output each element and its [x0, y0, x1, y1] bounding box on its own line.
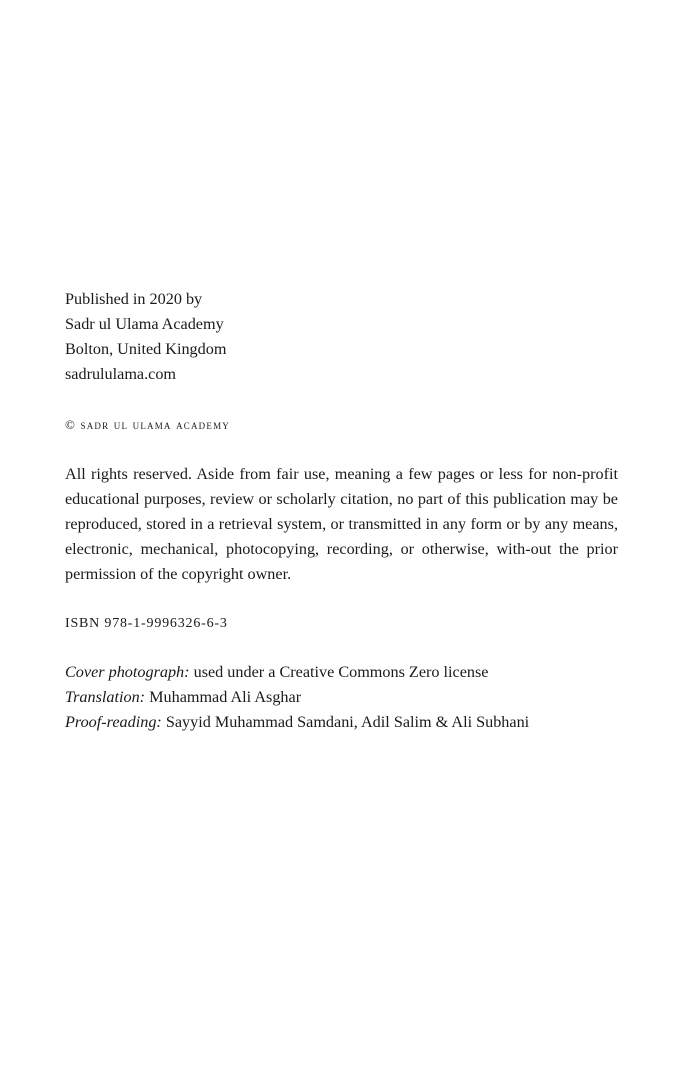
credit-label: Translation: [65, 688, 146, 706]
published-line: Published in 2020 by [65, 290, 203, 308]
credits-block [65, 660, 618, 735]
publisher-location: Bolton, United Kingdom [65, 340, 227, 358]
publisher-name: Sadr ul Ulama Academy [65, 315, 224, 333]
isbn: ISBN 978-1-9996326-6-3 [65, 616, 228, 631]
copyright-notice: © sadr ul ulama academy [65, 417, 230, 432]
credit-label: Cover photograph: [65, 663, 190, 681]
credit-value: Muhammad Ali Asghar [149, 688, 302, 706]
credit-value: used under a Creative Commons Zero license [193, 663, 489, 681]
copyright-page [65, 287, 618, 735]
publisher-block [65, 287, 618, 387]
publisher-website: sadrululama.com [65, 365, 177, 383]
credit-line-cover [65, 660, 618, 685]
credit-line-proofreading [65, 710, 618, 735]
credit-line-translation [65, 685, 618, 710]
credit-value: Sayyid Muhammad Samdani, Adil Salim & Ali Subhani [165, 713, 530, 731]
credit-label: Proof-reading: [65, 713, 162, 731]
rights-statement: All rights reserved. Aside from fair use, meaning a few pages or less for non-profit educational purposes, review or scholarly citation, no part of this publication may be reproduced, stored in a retrieval system, or transmitted in any form or by any means, electronic, mechanical, photocopying, recording, or otherwise, with-out the prior permission of the copyright owner. [65, 465, 618, 583]
